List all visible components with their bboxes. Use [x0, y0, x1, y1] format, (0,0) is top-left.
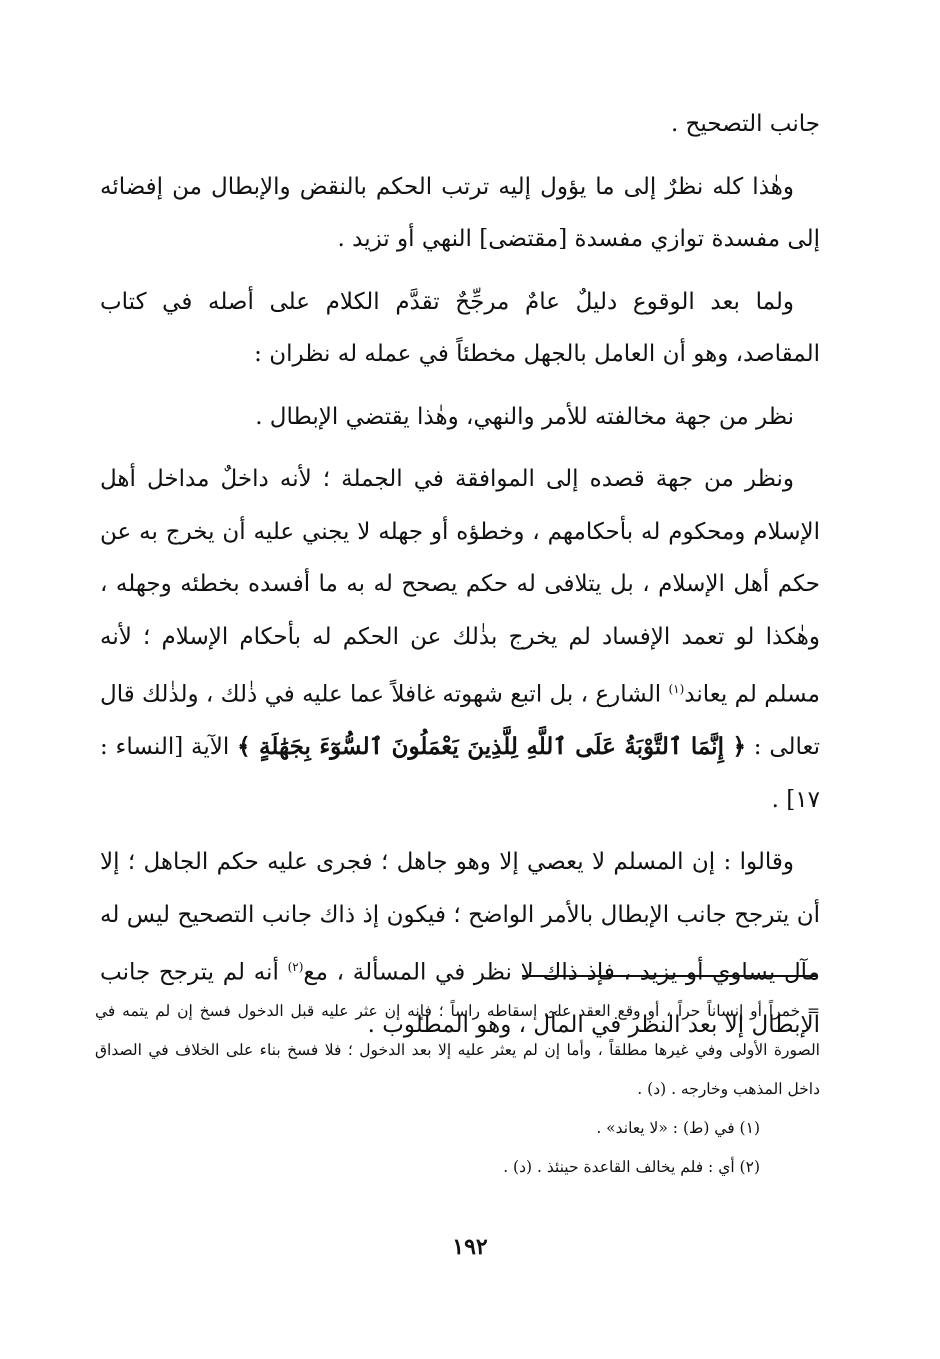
paragraph-5: [100, 453, 820, 826]
footnote-ref-2: (٢): [287, 960, 304, 975]
paragraph-6-part-a: وقالوا : إن المسلم لا يعصي إلا وهو جاهل ؛ فجرى عليه حكم الجاهل ؛ إلا أن يترجح جانب الإبطال بالأمر الواضح ؛ فيكون إذ ذاك جانب التصحيح ليس له مآل يساوي أو يزيد ، فإذ ذاك لا نظر في المسألة ، مع: [100, 849, 820, 986]
paragraph-4: نظر من جهة مخالفته للأمر والنهي، وهٰذا يقتضي الإبطال .: [255, 403, 794, 430]
quran-verse: ﴿ إِنَّمَا ٱلتَّوْبَةُ عَلَى ٱللَّهِ لِلَّذِينَ يَعْمَلُونَ ٱلسُّوٓءَ بِجَهَٰلَةٍ ﴾: [237, 733, 746, 761]
paragraph-3: ولما بعد الوقوع دليلٌ عامٌ مرجِّحٌ تقدَّم الكلام على أصله في كتاب المقاصد، وهو أن العامل بالجهل مخطئاً في عمله له نظران :: [100, 288, 820, 367]
footnote-continuation: = خمراً أو إنساناً حراً ، أو وقع العقد على إسقاطه راساً ؛ فإنه إن عثر عليه قبل الدخول فسخ إن لم يتمه في الصورة الأولى وفي غيرها مطلقاً ، وأما إن لم يعثر عليه إلا بعد الدخول ؛ فلا فسخ بناء على الخلاف في الصداق داخل المذهب وخارجه . (د) .: [95, 1002, 820, 1098]
page-number: ١٩٢: [452, 1234, 488, 1260]
paragraph-5-part-b: الشارع ، بل اتبع شهوته غافلاً عما عليه في ذٰلك ، ولذٰلك قال تعالى :: [100, 681, 821, 761]
paragraph-1: جانب التصحيح .: [670, 111, 820, 137]
paragraph-5-part-c: الآية [النساء : ١٧] .: [100, 734, 820, 813]
footnote-separator: [522, 975, 818, 977]
footnote-1: (١) في (ط) : «لا يعاند» .: [596, 1119, 760, 1137]
footnote-ref-1: (١): [668, 682, 685, 696]
paragraph-2: وهٰذا كله نظرٌ إلى ما يؤول إليه ترتب الحكم بالنقض والإبطال من إفضائه إلى مفسدة توازي مفسدة [مقتضى] النهي أو تزيد .: [100, 173, 820, 252]
footnote-2: (٢) أي : فلم يخالف القاعدة حينئذ . (د) .: [503, 1158, 760, 1176]
main-text-body: [100, 98, 820, 1052]
paragraph-5-part-a: ونظر من جهة قصده إلى الموافقة في الجملة ؛ لأنه داخلٌ مداخل أهل الإسلام ومحكوم له بأحكامهم ، وخطؤه أو جهله لا يجني عليه أن يخرج به عن حكم أهل الإسلام ، بل يتلافى له حكم يصحح له به ما أفسده بخطئه وجهله ، وهٰكذا لو تعمد الإفساد لم يخرج بذٰلك عن الحكم له بأحكام الإسلام ؛ لأنه مسلم لم يعاند: [100, 466, 820, 708]
footnotes-section: [95, 992, 820, 1187]
paragraph-6-part-b: أنه لم يترجح جانب الإبطال إلا بعد النظر في المآل ، وهو المطلوب .: [100, 959, 820, 1039]
